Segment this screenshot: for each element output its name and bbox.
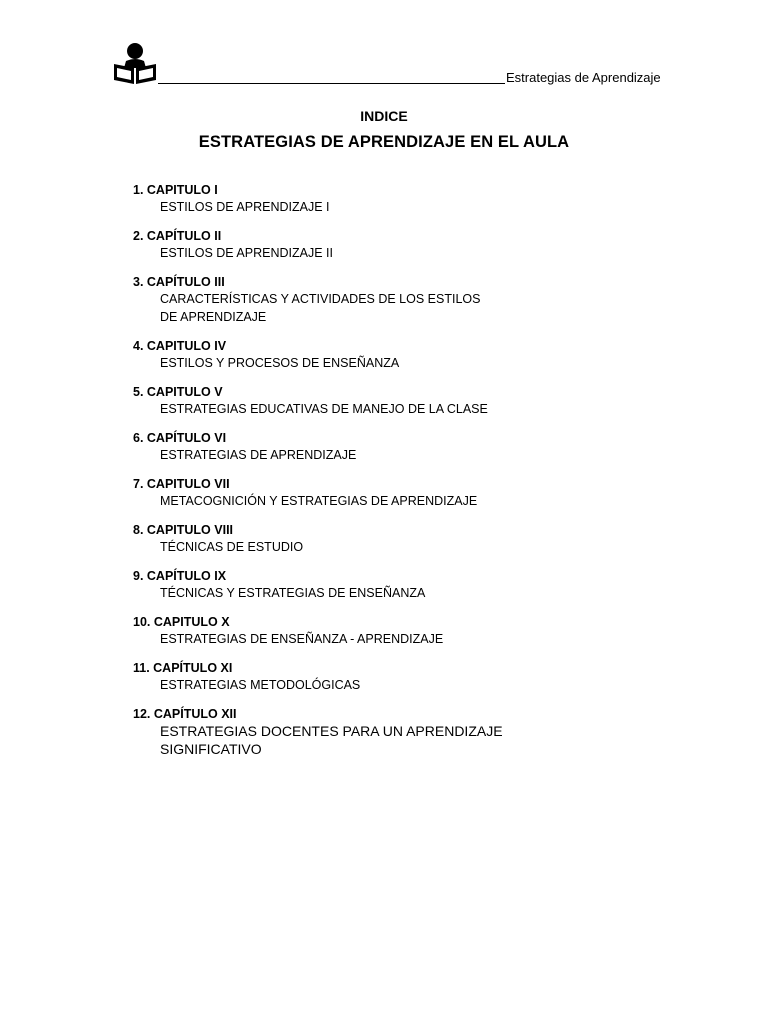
toc-entry: [133, 476, 653, 510]
chapter-number: 1. CAPITULO I: [133, 183, 218, 197]
chapter-number: 11. CAPÍTULO XI: [133, 661, 233, 675]
chapter-title: ESTRATEGIAS DOCENTES PARA UN APRENDIZAJE: [160, 723, 503, 739]
chapter-number: 8. CAPITULO VIII: [133, 523, 234, 537]
chapter-title: ESTILOS DE APRENDIZAJE II: [160, 246, 333, 260]
toc-entry: [133, 384, 653, 418]
chapter-number: 12. CAPÍTULO XII: [133, 707, 237, 721]
toc-entry: [133, 430, 653, 464]
chapter-title: ESTRATEGIAS DE APRENDIZAJE: [160, 448, 357, 462]
chapter-number: 5. CAPITULO V: [133, 385, 223, 399]
toc-entry: [133, 706, 653, 758]
chapter-number: 9. CAPÍTULO IX: [133, 569, 227, 583]
chapter-title-line2: DE APRENDIZAJE: [160, 310, 267, 324]
header-underline: [158, 83, 505, 84]
reader-book-icon: [112, 42, 158, 86]
page-header: [112, 40, 682, 88]
toc-entry: [133, 228, 653, 262]
chapter-title: ESTRATEGIAS METODOLÓGICAS: [160, 678, 361, 692]
toc-entry: [133, 522, 653, 556]
toc-entry: [133, 274, 653, 326]
chapter-title-line2: SIGNIFICATIVO: [160, 741, 262, 757]
table-of-contents: [133, 182, 653, 770]
chapter-number: 6. CAPÍTULO VI: [133, 431, 227, 445]
chapter-title: TÉCNICAS Y ESTRATEGIAS DE ENSEÑANZA: [160, 586, 426, 600]
toc-entry: [133, 182, 653, 216]
toc-entry: [133, 614, 653, 648]
chapter-title: ESTRATEGIAS DE ENSEÑANZA - APRENDIZAJE: [160, 632, 444, 646]
chapter-title: ESTILOS DE APRENDIZAJE I: [160, 200, 330, 214]
header-title: Estrategias de Aprendizaje: [506, 70, 661, 85]
chapter-title: ESTILOS Y PROCESOS DE ENSEÑANZA: [160, 356, 400, 370]
chapter-title: ESTRATEGIAS EDUCATIVAS DE MANEJO DE LA CLASE: [160, 402, 488, 416]
index-heading: INDICE: [360, 108, 408, 124]
chapter-title: CARACTERÍSTICAS Y ACTIVIDADES DE LOS ESTILOS: [160, 292, 481, 306]
toc-entry: [133, 338, 653, 372]
document-title: ESTRATEGIAS DE APRENDIZAJE EN EL AULA: [198, 133, 570, 151]
chapter-number: 3. CAPÍTULO III: [133, 275, 225, 289]
chapter-title: TÉCNICAS DE ESTUDIO: [160, 540, 304, 554]
toc-entry: [133, 660, 653, 694]
chapter-number: 2. CAPÍTULO II: [133, 229, 222, 243]
chapter-number: 4. CAPITULO IV: [133, 339, 227, 353]
toc-entry: [133, 568, 653, 602]
chapter-title: METACOGNICIÓN Y ESTRATEGIAS DE APRENDIZAJE: [160, 494, 478, 508]
chapter-number: 7. CAPITULO VII: [133, 477, 230, 491]
chapter-number: 10. CAPITULO X: [133, 615, 230, 629]
